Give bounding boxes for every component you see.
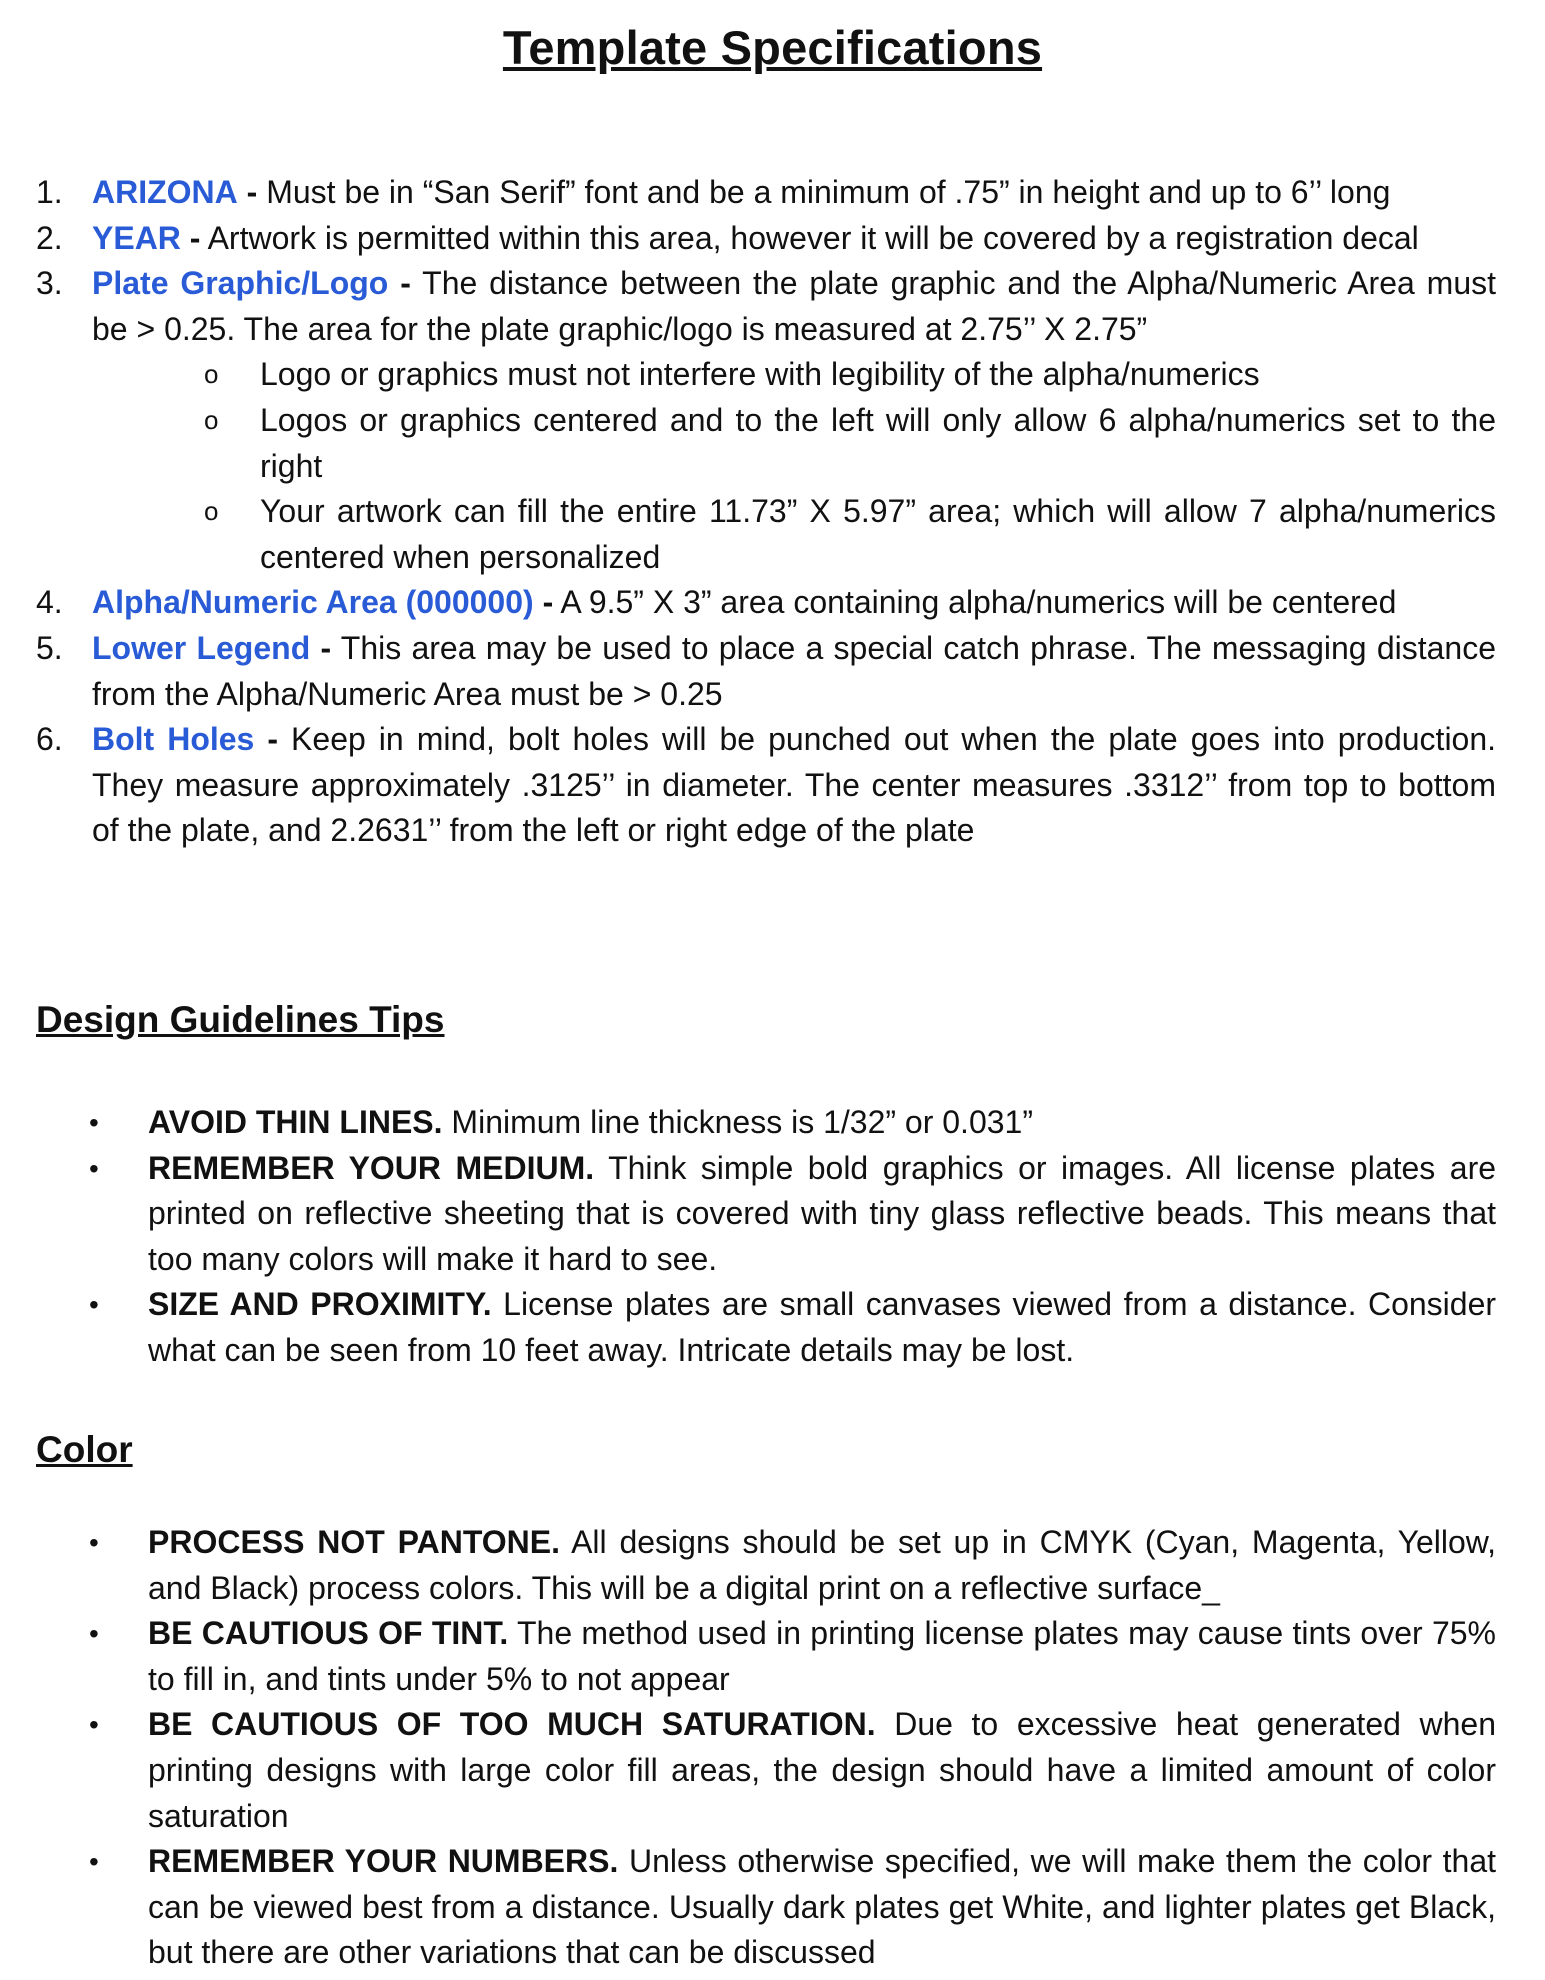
list-item — [36, 1611, 1496, 1702]
spec-key: Lower Legend — [92, 629, 311, 666]
tip-text: The method used in printing license plates may cause tints over 75% to fill in, and tints under 5% to not appear — [148, 1615, 1497, 1697]
tip-lead: REMEMBER YOUR NUMBERS. — [148, 1843, 619, 1880]
spec-subitem-text: Logo or graphics must not interfere with legibility of the alpha/numerics — [260, 356, 1260, 393]
spec-text: This area may be used to place a special catch phrase. The messaging distance from the Alpha/Numeric Area must be > 0.25 — [92, 629, 1497, 712]
spec-number: 3. — [36, 265, 63, 302]
tip-text: All designs should be set up in CMYK (Cyan, Magenta, Yellow, and Black) process colors. This will be a digital print on a reflective surface_ — [148, 1524, 1497, 1606]
spec-subitem — [36, 352, 1496, 398]
circle-bullet-icon: o — [204, 404, 219, 435]
spec-item-plate-graphic — [36, 261, 1496, 352]
spec-separator: - — [320, 629, 332, 666]
spec-subitem-text: Logos or graphics centered and to the left will only allow 6 alpha/numerics set to the right — [260, 401, 1496, 484]
tip-text: Think simple bold graphics or images. All license plates are printed on reflective sheeting that is covered with tiny glass reflective beads. This means that too many colors will make it hard to see. — [148, 1149, 1497, 1277]
spec-number: 6. — [36, 721, 63, 758]
tip-text: Due to excessive heat generated when printing designs with large color fill areas, the design should have a limited amount of color saturation — [148, 1706, 1497, 1834]
spec-key: YEAR — [92, 219, 181, 256]
list-item — [36, 1520, 1496, 1611]
spec-separator: - — [542, 584, 554, 621]
spec-text: Must be in “San Serif” font and be a minimum of .75” in height and up to 6’’ long — [266, 174, 1391, 210]
tip-lead: SIZE AND PROXIMITY. — [148, 1286, 492, 1323]
spec-sublist — [36, 352, 1496, 580]
bullet-icon: • — [89, 1107, 99, 1138]
spec-item-alpha-numeric — [36, 580, 1496, 626]
spec-number: 1. — [36, 174, 63, 210]
spec-item-bolt-holes — [36, 717, 1496, 854]
spec-number: 4. — [36, 584, 63, 621]
spec-number: 2. — [36, 219, 63, 256]
circle-bullet-icon: o — [204, 359, 219, 390]
tip-lead: PROCESS NOT PANTONE. — [148, 1524, 561, 1560]
spec-key: Bolt Holes — [92, 721, 255, 758]
tip-lead: REMEMBER YOUR MEDIUM. — [148, 1149, 595, 1186]
spec-number: 5. — [36, 629, 63, 666]
spec-subitem — [36, 489, 1496, 580]
list-item — [36, 1100, 1496, 1146]
spec-list — [36, 170, 1496, 854]
spec-text: The distance between the plate graphic and the Alpha/Numeric Area must be > 0.25. The area for the plate graphic/logo is measured at 2.75’’ X 2.75” — [92, 265, 1497, 347]
list-item — [36, 1839, 1496, 1976]
bullet-icon: • — [89, 1846, 99, 1878]
spec-item-arizona — [36, 170, 1496, 216]
color-list — [36, 1520, 1496, 1976]
list-item — [36, 1702, 1496, 1839]
spec-separator: - — [400, 265, 411, 302]
spec-key: Plate Graphic/Logo — [92, 265, 389, 302]
spec-text: Artwork is permitted within this area, however it will be covered by a registration decal — [207, 219, 1419, 256]
tip-text: Unless otherwise specified, we will make them the color that can be viewed best from a distance. Usually dark plates get White, and lighter plates get Black, but there are other variations that can be discussed — [148, 1843, 1497, 1971]
circle-bullet-icon: o — [204, 496, 219, 527]
design-guidelines-list — [36, 1100, 1496, 1374]
bullet-icon: • — [89, 1527, 99, 1558]
list-item — [36, 1146, 1496, 1283]
spec-separator: - — [246, 174, 258, 210]
tip-lead: BE CAUTIOUS OF TOO MUCH SATURATION. — [148, 1706, 876, 1743]
tip-text: Minimum line thickness is 1/32” or 0.031” — [451, 1104, 1033, 1140]
spec-subitem — [36, 398, 1496, 489]
color-heading: Color — [36, 1429, 133, 1470]
spec-text: A 9.5” X 3” area containing alpha/numerics will be centered — [560, 584, 1397, 621]
tip-lead: BE CAUTIOUS OF TINT. — [148, 1615, 509, 1652]
page-title: Template Specifications — [502, 21, 1043, 74]
list-item — [36, 1282, 1496, 1373]
spec-separator: - — [189, 219, 201, 256]
bullet-icon: • — [89, 1618, 99, 1650]
bullet-icon: • — [89, 1709, 99, 1741]
tip-text: License plates are small canvases viewed from a distance. Consider what can be seen from 10 feet away. Intricate details may be lost. — [148, 1286, 1497, 1368]
spec-subitem-text: Your artwork can fill the entire 11.73” X 5.97” area; which will allow 7 alpha/numerics centered when personalized — [260, 493, 1496, 575]
bullet-icon: • — [89, 1152, 99, 1184]
tip-lead: AVOID THIN LINES. — [148, 1104, 443, 1140]
spec-separator: - — [267, 721, 279, 758]
design-guidelines-heading: Design Guidelines Tips — [36, 999, 445, 1040]
spec-item-year — [36, 216, 1496, 262]
spec-item-lower-legend — [36, 626, 1496, 717]
bullet-icon: • — [89, 1289, 99, 1321]
spec-key: ARIZONA — [92, 174, 238, 210]
spec-key: Alpha/Numeric Area (000000) — [92, 584, 534, 621]
spec-text: Keep in mind, bolt holes will be punched out when the plate goes into production. They measure approximately .3125’’ in diameter. The center measures .3312’’ from top to bottom of the plate, and 2.2631’’ from the left or right edge of the plate — [92, 721, 1497, 849]
